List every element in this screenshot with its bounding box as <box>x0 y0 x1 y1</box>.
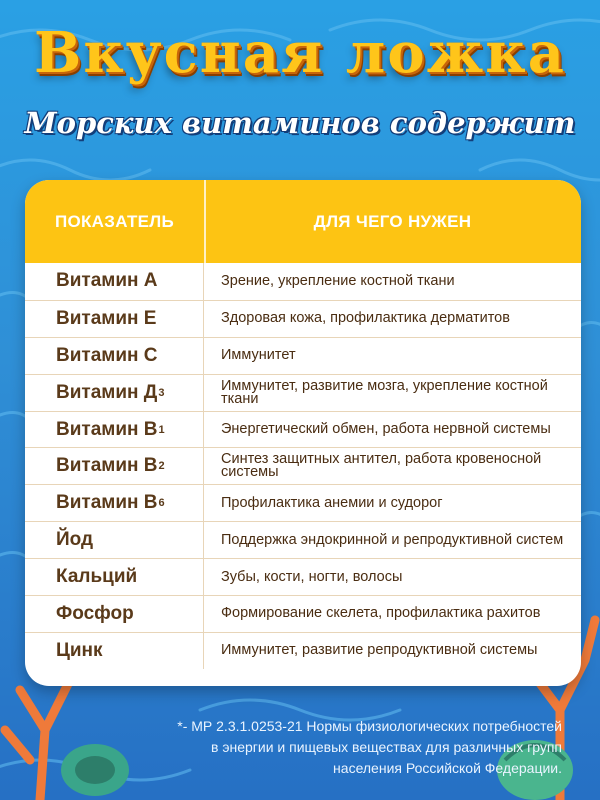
row-purpose: Иммунитет, развитие репродуктивной системы <box>221 642 538 659</box>
row-indicator <box>25 301 204 337</box>
table-row <box>25 632 581 669</box>
row-purpose: Зубы, кости, ногти, волосы <box>221 568 403 585</box>
page-subtitle: Морских витаминов содержит <box>24 106 576 140</box>
row-purpose: Профилактика анемии и судорог <box>221 494 443 511</box>
footnote-line: в энергии и пищевых веществах для различных групп <box>211 739 562 755</box>
indicator-label: Витамин В <box>56 418 158 440</box>
table-row <box>25 374 581 411</box>
indicator-label: Кальций <box>56 566 138 588</box>
indicator-label: Витамин Е <box>56 307 157 329</box>
footnote <box>122 716 562 779</box>
table-row <box>25 447 581 484</box>
row-indicator <box>25 263 204 300</box>
vitamin-table <box>25 180 581 686</box>
row-purpose: Формирование скелета, профилактика рахитов <box>221 605 541 622</box>
table-row <box>25 300 581 337</box>
indicator-label: Витамин С <box>56 344 158 366</box>
table-row <box>25 411 581 448</box>
indicator-subscript: 1 <box>158 423 165 436</box>
row-indicator <box>25 633 204 669</box>
footnote-line: населения Российской Федерации. <box>333 760 562 776</box>
column-header-purpose: ДЛЯ ЧЕГО НУЖЕН <box>313 211 472 231</box>
footnote-line: *- МР 2.3.1.0253-21 Нормы физиологических потребностей <box>177 718 562 734</box>
indicator-subscript: 3 <box>158 386 165 399</box>
row-purpose: Здоровая кожа, профилактика дерматитов <box>221 310 510 327</box>
page-title: Вкусная ложка <box>34 20 566 86</box>
table-row <box>25 558 581 595</box>
indicator-label: Фосфор <box>56 602 134 624</box>
table-body <box>25 263 581 669</box>
table-row <box>25 337 581 374</box>
indicator-subscript: 2 <box>158 460 165 473</box>
indicator-label: Витамин А <box>56 270 158 292</box>
column-header-indicator: ПОКАЗАТЕЛЬ <box>54 211 175 231</box>
row-purpose: Поддержка эндокринной и репродуктивной систем <box>221 531 564 548</box>
row-purpose: Энергетический обмен, работа нервной системы <box>221 421 551 437</box>
row-indicator <box>25 596 204 632</box>
indicator-label: Йод <box>56 529 94 551</box>
row-indicator <box>25 412 204 448</box>
indicator-label: Витамин В <box>56 455 158 477</box>
indicator-subscript: 6 <box>158 497 165 510</box>
row-indicator <box>25 485 204 521</box>
table-header <box>25 180 581 263</box>
table-row <box>25 595 581 632</box>
indicator-label: Витамин В <box>56 492 158 514</box>
row-purpose: Иммунитет, развитие мозга, укрепление костной ткани <box>221 377 548 407</box>
table-row <box>25 484 581 521</box>
row-indicator <box>25 559 204 595</box>
row-indicator <box>25 375 204 411</box>
row-purpose: Иммунитет <box>221 347 296 364</box>
row-purpose: Зрение, укрепление костной ткани <box>221 272 455 289</box>
row-indicator <box>25 522 204 558</box>
table-row <box>25 521 581 558</box>
table-row <box>25 263 581 300</box>
row-indicator <box>25 338 204 374</box>
indicator-label: Витамин Д <box>56 381 158 403</box>
indicator-label: Цинк <box>56 639 103 661</box>
row-purpose: Синтез защитных антител, работа кровеносной системы <box>221 451 542 481</box>
row-indicator <box>25 448 204 484</box>
